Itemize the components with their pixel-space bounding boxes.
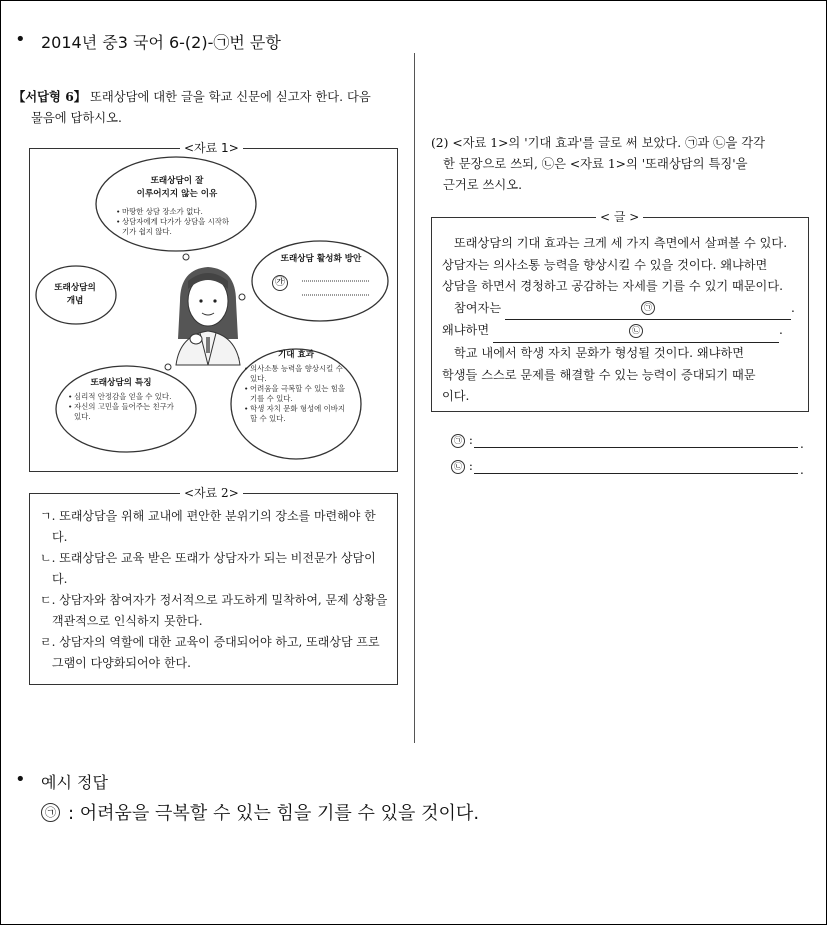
answer-line2[interactable] [474,473,798,474]
answer-line1-colon: : [468,433,473,447]
question-text-line1: 또래상담에 대한 글을 학교 신문에 싣고자 한다. 다음 [90,90,371,104]
cloud-effects-item: • 의사소통 능력을 향상시킬 수 있다. [244,364,348,384]
cloud-reasons-item: • 마땅한 상담 장소가 없다. [116,207,234,217]
essay-line7: 학생들 스스로 문제를 해결할 수 있는 능력이 증대되기 때문 [442,367,756,382]
question-block [13,86,408,129]
material2-item: ㄱ. 또래상담을 위해 교내에 편안한 분위기의 장소를 마련해야 한다. [40,509,376,544]
answer-line2-colon: : [468,459,473,473]
cloud-features-item: • 자신의 고민을 들어주는 친구가 있다. [68,402,180,422]
subquestion-block [431,133,811,196]
essay-blank2[interactable] [493,320,779,343]
answer-line1-label [451,433,473,448]
material2-list [36,506,390,674]
page-title: 2014년 중3 국어 6-(2)-㉠번 문항 [41,33,281,52]
cloud-effects-item: • 어려움을 극복할 수 있는 힘을 기를 수 있다. [244,384,348,404]
essay-line1: 또래상담의 기대 효과는 크게 세 가지 측면에서 살펴볼 수 있다. [454,236,788,250]
material1-box [29,141,398,472]
subquestion-line1: (2) <자료 1>의 '기대 효과'를 글로 써 보았다. ㉠과 ㉡을 각각 [431,136,766,150]
material2-box [29,486,398,685]
essay-line3: 상담을 하면서 경청하고 공감하는 자세를 기를 수 있기 때문이다. [442,279,783,294]
cloud-effects-item: • 학생 자치 문화 형성에 이바지할 수 있다. [244,404,348,424]
cloud-features-items [68,392,180,422]
cloud-reasons-title: 또래상담이 잘 이루어지지 않는 이유 [136,176,218,199]
essay-blank1-prefix: 참여자는 [454,300,502,315]
answer-line2-period: . [800,463,804,477]
material2-item: ㄷ. 상담자와 참여자가 정서적으로 과도하게 밀착하여, 문제 상황을 객관적으로 인식하지 못한다. [40,593,388,628]
material1-label: <자료 1> [180,141,243,155]
essay-blank2-row: 왜냐하면 ㉡ . [442,320,804,343]
question-number: 【서답형 6】 [13,89,87,104]
material2-label: <자료 2> [180,486,243,500]
answer-section-title: 예시 정답 [41,773,108,792]
essay-blank2-mark: ㉡ [629,324,643,338]
cloud-features-title: 또래상담의 특징 [90,378,152,388]
answer-bullet: • [15,769,26,790]
essay-line8: 이다. [442,389,470,404]
cloud-concept-title: 또래상담의 개념 [54,283,96,306]
essay-box [431,210,809,412]
essay-blank1-row: 참여자는 ㉠ . [442,298,804,321]
essay-line2: 상담자는 의사소통 능력을 향상시킬 수 있을 것이다. 왜냐하면 [442,257,768,272]
cloud-reasons-items [116,207,234,237]
cloud-activation-title: 또래상담 활성화 방안 [280,254,362,264]
cloud-effects-items [244,364,348,424]
answer-example-text: : 어려움을 극복할 수 있는 힘을 기를 수 있을 것이다. [68,803,480,824]
essay-text [442,233,804,408]
essay-blank1[interactable] [505,298,791,321]
answer-example-mark: ㉠ [41,803,60,822]
cloud-effects-title: 기대 효과 [277,350,315,360]
header-bullet: • [15,29,26,50]
answer-line2-mark: ㉡ [451,460,465,474]
subquestion-line2: 한 문장으로 쓰되, ㉡은 <자료 1>의 '또래상담의 특징'을 [443,157,748,171]
essay-label: < 글 > [596,210,643,224]
question-text-line2: 물음에 답하시오. [31,111,122,125]
answer-line2-label [451,459,473,474]
student-figure [176,267,240,365]
essay-blank2-prefix: 왜냐하면 [442,323,490,338]
answer-line1[interactable] [474,447,798,448]
answer-example [41,799,479,825]
cloud-features-item: • 심리적 안정감을 얻을 수 있다. [68,392,180,402]
material2-item: ㄹ. 상담자의 역할에 대한 교육이 증대되어야 하고, 또래상담 프로그램이 다양화되어야 한다. [40,635,380,670]
essay-line6: 학교 내에서 학생 자치 문화가 형성될 것이다. 왜냐하면 [454,345,745,360]
cloud-reasons-item: • 상담자에게 다가가 상담을 시작하기가 쉽지 않다. [116,217,234,237]
column-divider [414,53,415,743]
material2-item: ㄴ. 또래상담은 교육 받은 또래가 상담자가 되는 비전문가 상담이다. [40,551,376,586]
subquestion-line3: 근거로 쓰시오. [443,178,523,192]
answer-line1-period: . [800,437,804,451]
cloud-activation-mark: ㉮ [272,275,288,291]
answer-line1-mark: ㉠ [451,434,465,448]
essay-blank1-mark: ㉠ [641,301,655,315]
